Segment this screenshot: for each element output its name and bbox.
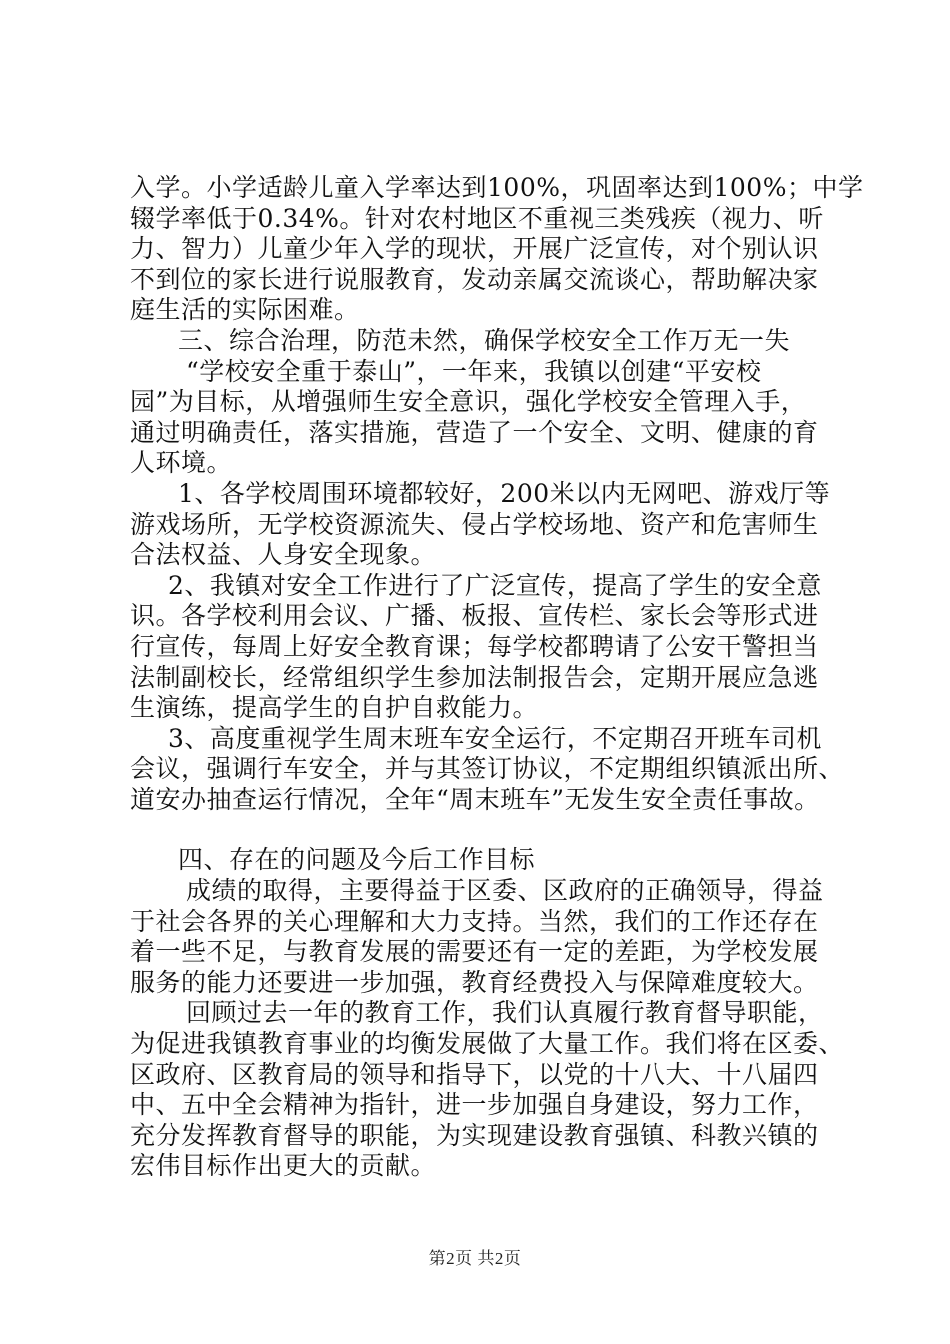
text-line: 入学。小学适龄儿童入学率达到100%，巩固率达到100%；中学 (130, 173, 864, 202)
text-line: 游戏场所，无学校资源流失、侵占学校场地、资产和危害师生 (130, 509, 819, 539)
text-line: 力、智力）儿童少年入学的现状，开展广泛宣传，对个别认识 (130, 234, 819, 264)
text-line: 宏伟目标作出更大的贡献。 (130, 1151, 437, 1181)
text-line: 生演练，提高学生的自护自救能力。 (130, 693, 539, 723)
text-line: 服务的能力还要进一步加强，教育经费投入与保障难度较大。 (130, 967, 819, 997)
text-line: 中、五中全会精神为指针，进一步加强自身建设，努力工作， (130, 1090, 819, 1120)
text-line: 为促进我镇教育事业的均衡发展做了大量工作。我们将在区委、 (130, 1029, 845, 1059)
text-line: 于社会各界的关心理解和大力支持。当然，我们的工作还存在 (130, 906, 819, 936)
blank-line (130, 815, 850, 845)
text-line: 人环境。 (130, 448, 233, 478)
text-line: 行宣传，每周上好安全教育课；每学校都聘请了公安干警担当 (130, 631, 819, 661)
text-line: 园”为目标，从增强师生安全意识，强化学校安全管理入手， (130, 387, 807, 417)
text-line: 区政府、区教育局的领导和指导下，以党的十八大、十八届四 (130, 1059, 819, 1089)
section-heading-4: 四、存在的问题及今后工作目标 (178, 845, 536, 875)
text-line: 识。各学校利用会议、广播、板报、宣传栏、家长会等形式进 (130, 601, 819, 631)
text-line: “学校安全重于泰山”，一年来，我镇以创建“平安校 (186, 356, 762, 386)
document-body (130, 173, 864, 1182)
text-line: 道安办抽查运行情况，全年“周末班车”无发生安全责任事故。 (130, 784, 820, 814)
text-line: 通过明确责任，落实措施，营造了一个安全、文明、健康的育 (130, 417, 819, 447)
text-line: 成绩的取得，主要得益于区委、区政府的正确领导，得益 (186, 876, 824, 906)
text-line: 着一些不足，与教育发展的需要还有一定的差距，为学校发展 (130, 937, 819, 967)
text-line: 充分发挥教育督导的职能，为实现建设教育强镇、科教兴镇的 (130, 1120, 819, 1150)
list-item-2: 2、我镇对安全工作进行了广泛宣传，提高了学生的安全意 (168, 570, 822, 600)
section-heading-3: 三、综合治理，防范未然，确保学校安全工作万无一失 (178, 325, 791, 355)
list-item-1: 1、各学校周围环境都较好，200米以内无网吧、游戏厅等 (178, 478, 831, 508)
text-line: 不到位的家长进行说服教育，发动亲属交流谈心，帮助解决家 (130, 264, 819, 294)
text-line: 回顾过去一年的教育工作，我们认真履行教育督导职能， (186, 998, 824, 1028)
text-line: 会议，强调行车安全，并与其签订协议，不定期组织镇派出所、 (130, 754, 845, 784)
list-item-3: 3、高度重视学生周末班车安全运行，不定期召开班车司机 (168, 723, 822, 753)
text-line: 合法权益、人身安全现象。 (130, 540, 437, 570)
text-line: 法制副校长，经常组织学生参加法制报告会，定期开展应急逃 (130, 662, 819, 692)
text-line: 辍学率低于0.34%。针对农村地区不重视三类残疾（视力、听 (130, 203, 824, 233)
text-line: 庭生活的实际困难。 (130, 295, 360, 325)
page-number-footer: 第2页 共2页 (428, 1249, 522, 1268)
